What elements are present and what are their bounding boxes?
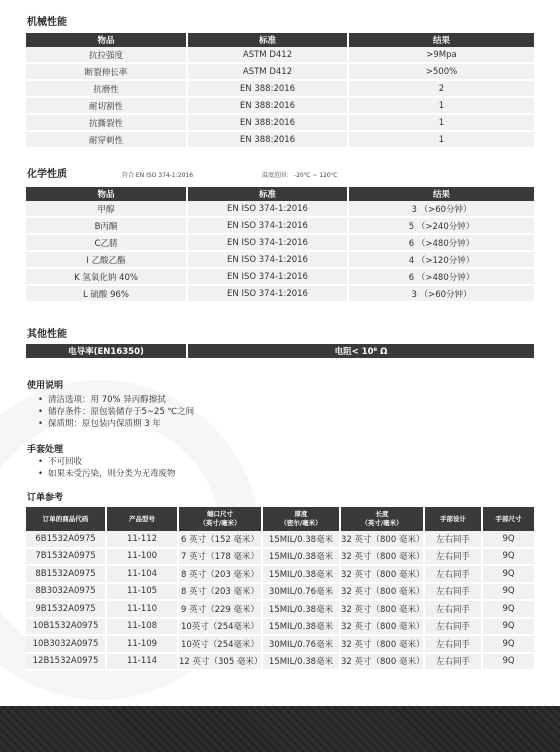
table-cell: EN 388:2016 <box>187 97 348 114</box>
column-header <box>26 507 106 531</box>
table-cell: 32 英寸（800 毫米） <box>340 531 424 548</box>
table-row <box>26 97 534 114</box>
table-row <box>26 131 534 148</box>
other-title: 其他性能 <box>27 329 67 340</box>
table-row <box>26 548 534 566</box>
table-cell: 9Q <box>482 653 534 671</box>
table-cell: 9 英寸（229 毫米） <box>178 600 262 618</box>
table-row <box>26 531 534 548</box>
table-cell: 15MIL/0.38毫米 <box>262 653 340 671</box>
chemical-table <box>26 187 534 303</box>
table-cell: 左右同手 <box>424 635 482 653</box>
header-line: （密尔/毫米） <box>280 519 322 527</box>
table-cell: 11-105 <box>106 583 178 601</box>
conductivity-label: 电导率(EN16350) <box>26 344 188 358</box>
table-cell: >9Mpa <box>348 47 534 63</box>
table-cell: EN 388:2016 <box>187 131 348 148</box>
table-cell: 3 （>60分钟） <box>348 285 534 302</box>
table-cell: 耐穿刺性 <box>26 131 187 148</box>
table-cell: 11-110 <box>106 600 178 618</box>
table-cell: 3 （>60分钟） <box>348 201 534 217</box>
table-cell: 15MIL/0.38毫米 <box>262 618 340 636</box>
table-cell: 9Q <box>482 531 534 548</box>
header-line: （英寸/毫米） <box>361 519 403 527</box>
list-item: • 保质期：原包装内保质期 3 年 <box>38 418 194 430</box>
table-cell: 6B1532A0975 <box>26 531 106 548</box>
table-cell: 10B1532A0975 <box>26 618 106 636</box>
table-cell: >500% <box>348 63 534 80</box>
table-cell: 30MIL/0.76毫米 <box>262 583 340 601</box>
table-cell: EN ISO 374-1:2016 <box>187 234 348 251</box>
table-cell: 9Q <box>482 548 534 566</box>
table-row <box>26 285 534 302</box>
table-cell: 5 （>240分钟） <box>348 217 534 234</box>
table-cell: 12 英寸（305 毫米） <box>178 653 262 671</box>
table-cell: 11-109 <box>106 635 178 653</box>
column-header: 物品 <box>26 33 187 47</box>
table-cell: 左右同手 <box>424 548 482 566</box>
header-line: 手部设计 <box>440 514 466 523</box>
table-cell: 8 英寸（203 毫米） <box>178 583 262 601</box>
header-line: 厚度 <box>294 510 308 518</box>
table-cell: 15MIL/0.38毫米 <box>262 548 340 566</box>
usage-list <box>38 394 194 430</box>
table-row <box>26 268 534 285</box>
header-line: 产品型号 <box>129 514 155 523</box>
table-cell: 9Q <box>482 565 534 583</box>
temperature-range-note: 温度范围： -20℃ ~ 120℃ <box>262 172 338 179</box>
table-cell: 1 <box>348 114 534 131</box>
header-line: 长度 <box>375 510 389 518</box>
table-row <box>26 80 534 97</box>
table-cell: 12B1532A0975 <box>26 653 106 671</box>
table-row <box>26 565 534 583</box>
table-cell: EN ISO 374-1:2016 <box>187 251 348 268</box>
table-cell: 甲醇 <box>26 201 187 217</box>
table-cell: B丙酮 <box>26 217 187 234</box>
column-header <box>340 507 424 531</box>
table-cell: 8 英寸（203 毫米） <box>178 565 262 583</box>
table-cell: 抗撕裂性 <box>26 114 187 131</box>
mechanical-title: 机械性能 <box>27 17 67 28</box>
table-cell: 左右同手 <box>424 618 482 636</box>
table-cell: 32 英寸（800 毫米） <box>340 583 424 601</box>
table-row <box>26 201 534 217</box>
table-row <box>26 63 534 80</box>
table-cell: 耐切割性 <box>26 97 187 114</box>
table-cell: 15MIL/0.38毫米 <box>262 531 340 548</box>
table-row <box>26 234 534 251</box>
table-cell: K 氢氧化钠 40% <box>26 268 187 285</box>
table-cell: 15MIL/0.38毫米 <box>262 565 340 583</box>
header-line: 手部尺寸 <box>495 514 522 523</box>
chemical-standard-note: 符合 EN ISO 374-1:2016 <box>122 172 194 179</box>
table-cell: 左右同手 <box>424 583 482 601</box>
table-cell: 10英寸（254毫米） <box>178 635 262 653</box>
table-row <box>26 600 534 618</box>
table-cell: 9Q <box>482 600 534 618</box>
table-row <box>26 653 534 671</box>
column-header <box>424 507 482 531</box>
column-header: 标准 <box>187 33 348 47</box>
table-row <box>26 618 534 636</box>
table-row <box>26 583 534 601</box>
mechanical-table <box>26 33 534 149</box>
table-cell: 6 （>480分钟） <box>348 268 534 285</box>
table-cell: 断裂伸长率 <box>26 63 187 80</box>
table-row <box>26 47 534 63</box>
table-cell: ASTM D412 <box>187 63 348 80</box>
column-header: 标准 <box>187 187 348 201</box>
table-cell: EN ISO 374-1:2016 <box>187 268 348 285</box>
table-cell: 30MIL/0.76毫米 <box>262 635 340 653</box>
disposal-list <box>38 456 176 480</box>
table-cell: 8B3032A0975 <box>26 583 106 601</box>
table-cell: 32 英寸（800 毫米） <box>340 548 424 566</box>
list-item: • 储存条件：原包装储存于5~25 ℃之间 <box>38 406 194 418</box>
resistance-value: 电阻< 10⁸ Ω <box>188 344 534 358</box>
table-cell: ASTM D412 <box>187 47 348 63</box>
list-item: • 清洁选项：用 70% 异丙醇擦拭 <box>38 394 194 406</box>
table-cell: 15MIL/0.38毫米 <box>262 600 340 618</box>
column-header: 结果 <box>348 187 534 201</box>
table-cell: 32 英寸（800 毫米） <box>340 618 424 636</box>
header-line: 订单的商品代码 <box>42 514 89 523</box>
table-cell: 32 英寸（800 毫米） <box>340 565 424 583</box>
table-cell: EN ISO 374-1:2016 <box>187 201 348 217</box>
table-row <box>26 217 534 234</box>
table-row <box>26 635 534 653</box>
table-cell: 9B1532A0975 <box>26 600 106 618</box>
column-header <box>178 507 262 531</box>
disposal-title: 手套处理 <box>27 445 64 455</box>
table-cell: 32 英寸（800 毫米） <box>340 600 424 618</box>
table-cell: 7 英寸（178 毫米） <box>178 548 262 566</box>
order-table <box>26 507 534 671</box>
table-cell: 左右同手 <box>424 531 482 548</box>
table-cell: 左右同手 <box>424 565 482 583</box>
table-cell: 2 <box>348 80 534 97</box>
table-cell: I 乙酸乙酯 <box>26 251 187 268</box>
table-cell: 1 <box>348 131 534 148</box>
table-cell: 32 英寸（800 毫米） <box>340 635 424 653</box>
table-cell: 左右同手 <box>424 653 482 671</box>
table-cell: 32 英寸（800 毫米） <box>340 653 424 671</box>
table-cell: 6 英寸（152 毫米） <box>178 531 262 548</box>
chemical-title: 化学性质 <box>27 169 67 180</box>
table-cell: 11-104 <box>106 565 178 583</box>
table-row <box>26 251 534 268</box>
table-cell: 4 （>120分钟） <box>348 251 534 268</box>
table-cell: 11-112 <box>106 531 178 548</box>
column-header: 结果 <box>348 33 534 47</box>
column-header: 物品 <box>26 187 187 201</box>
table-cell: 10英寸（254毫米） <box>178 618 262 636</box>
table-cell: 10B3032A0975 <box>26 635 106 653</box>
usage-title: 使用说明 <box>27 381 64 391</box>
table-cell: 7B1532A0975 <box>26 548 106 566</box>
footer-band <box>0 706 560 752</box>
table-cell: 抗磨性 <box>26 80 187 97</box>
table-cell: 6 （>480分钟） <box>348 234 534 251</box>
conductivity-bar <box>26 344 534 358</box>
order-title: 订单参考 <box>27 493 64 503</box>
header-line: （英寸/毫米） <box>199 519 241 527</box>
table-cell: 11-100 <box>106 548 178 566</box>
column-header <box>106 507 178 531</box>
list-item: • 如果未受污染，则分类为无毒废物 <box>38 468 176 480</box>
table-cell: 1 <box>348 97 534 114</box>
column-header <box>262 507 340 531</box>
table-cell: 9Q <box>482 583 534 601</box>
list-item: • 不可回收 <box>38 456 176 468</box>
column-header <box>482 507 534 531</box>
table-cell: 左右同手 <box>424 600 482 618</box>
table-row <box>26 114 534 131</box>
table-cell: 9Q <box>482 618 534 636</box>
table-cell: 8B1532A0975 <box>26 565 106 583</box>
table-cell: EN ISO 374-1:2016 <box>187 285 348 302</box>
table-cell: L 硫酸 96% <box>26 285 187 302</box>
table-cell: 9Q <box>482 635 534 653</box>
table-cell: 抗拉强度 <box>26 47 187 63</box>
table-cell: EN 388:2016 <box>187 114 348 131</box>
table-cell: C乙腈 <box>26 234 187 251</box>
table-cell: EN ISO 374-1:2016 <box>187 217 348 234</box>
table-cell: 11-108 <box>106 618 178 636</box>
table-cell: EN 388:2016 <box>187 80 348 97</box>
header-line: 端口尺寸 <box>207 510 233 518</box>
table-cell: 11-114 <box>106 653 178 671</box>
